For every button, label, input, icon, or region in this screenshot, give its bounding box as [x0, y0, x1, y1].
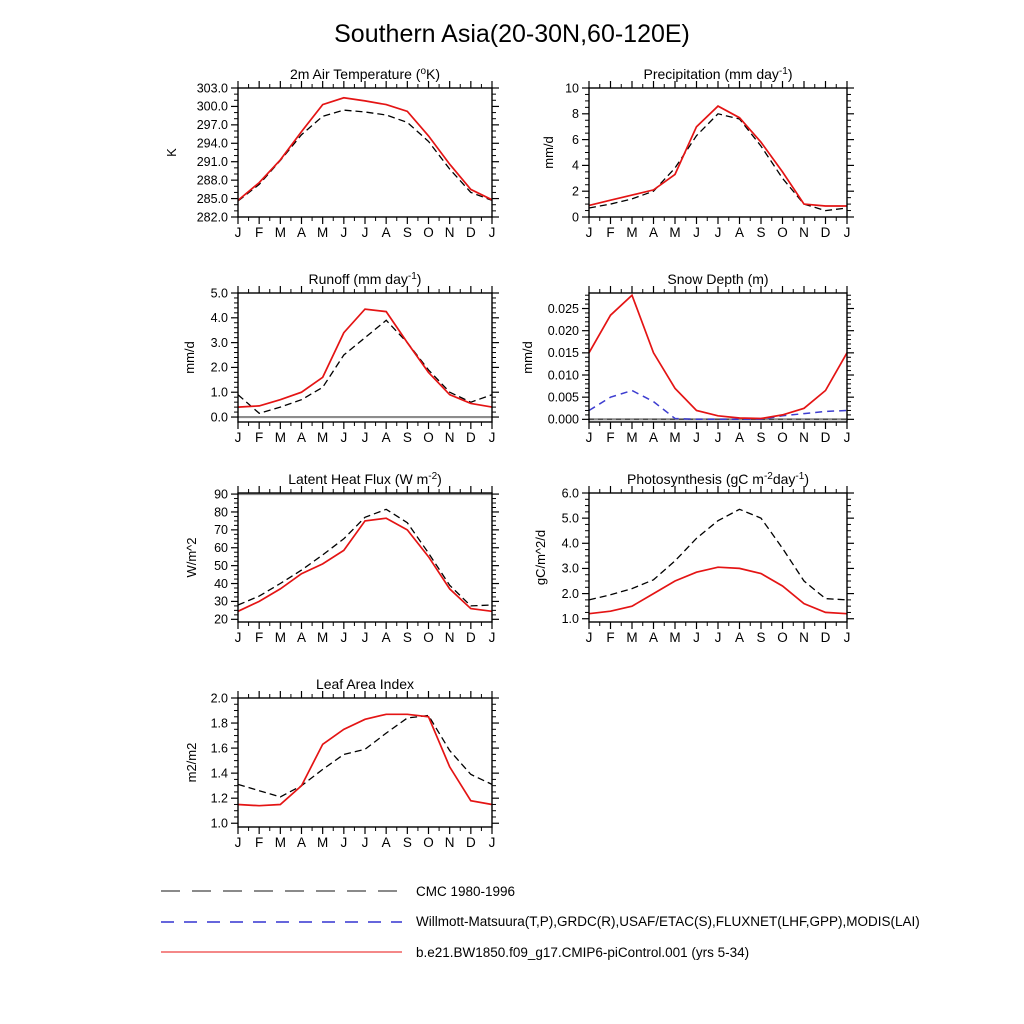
x-tick-label: D [820, 630, 831, 645]
y-tick-label: 291.0 [196, 155, 228, 170]
chart-title: Photosynthesis (gC $m^{-2}day^{-1}$) [626, 471, 810, 487]
x-tick-label: O [777, 225, 788, 240]
plot-frame [238, 698, 492, 827]
y-tick-label: 1.8 [210, 716, 228, 731]
chart-runoff [182, 271, 499, 445]
x-tick-label: M [317, 430, 329, 445]
legend-item-obs-composite [160, 907, 920, 938]
legend-label-obs-composite: Willmott-Matsuura(T,P),GRDC(R),USAF/ETAC(S),FLUXNET(LHF,GPP),MODIS(LAI) [416, 914, 920, 930]
x-tick-label: O [777, 430, 788, 445]
y-tick-label: 20 [214, 612, 228, 627]
y-tick-label: 8 [572, 107, 579, 122]
y-tick-label: 50 [214, 558, 228, 573]
x-tick-label: J [234, 225, 242, 240]
x-tick-label: M [274, 630, 286, 645]
y-tick-label: 2.0 [210, 360, 228, 375]
x-tick-label: J [488, 225, 496, 240]
x-tick-label: O [777, 630, 788, 645]
y-axis-unit-label: W/m^2 [184, 537, 199, 578]
y-tick-label: 0.0 [210, 410, 228, 425]
legend-line-sample-model [160, 946, 403, 958]
legend-label-cmc: CMC 1980-1996 [416, 883, 516, 899]
x-tick-label: A [381, 430, 391, 445]
x-tick-label: J [714, 630, 722, 645]
x-tick-label: J [361, 630, 369, 645]
y-tick-label: 6 [572, 132, 579, 147]
plot-frame [589, 88, 847, 217]
x-tick-label: D [465, 835, 476, 850]
x-tick-label: D [820, 225, 831, 240]
chart-air-temperature [164, 66, 499, 240]
y-tick-label: 1.0 [210, 385, 228, 400]
x-tick-label: N [444, 835, 455, 850]
x-tick-label: J [234, 430, 242, 445]
chart-precipitation [541, 66, 854, 240]
x-tick-label: M [669, 225, 681, 240]
x-tick-label: S [756, 630, 766, 645]
y-tick-label: 2 [572, 184, 579, 199]
x-tick-label: J [340, 430, 348, 445]
x-tick-label: M [626, 630, 638, 645]
x-tick-label: F [255, 630, 264, 645]
y-tick-label: 300.0 [196, 99, 228, 114]
y-tick-label: 5.0 [210, 286, 228, 301]
y-tick-label: 0.020 [547, 323, 579, 338]
x-tick-label: S [756, 430, 766, 445]
y-tick-label: 3.0 [561, 561, 579, 576]
leaf-area-index-series-obs [238, 716, 492, 797]
x-tick-label: A [296, 835, 307, 850]
x-tick-label: S [402, 630, 412, 645]
figure-title: Southern Asia(20-30N,60-120E) [334, 20, 690, 48]
x-tick-label: M [317, 835, 329, 850]
x-tick-label: S [402, 430, 412, 445]
chart-title: Latent Heat Flux (W $m^{-2}$) [288, 471, 442, 487]
plot-frame [589, 493, 847, 622]
legend [160, 876, 920, 968]
y-axis-unit-label: mm/d [182, 341, 197, 374]
chart-latent-heat-flux [184, 471, 499, 645]
runoff-series-model [238, 309, 492, 407]
latent-heat-flux-series-model [238, 518, 492, 611]
x-tick-label: J [693, 430, 700, 445]
x-tick-label: J [714, 430, 722, 445]
x-tick-label: S [402, 225, 412, 240]
y-tick-label: 294.0 [196, 136, 228, 151]
x-tick-label: N [444, 225, 455, 240]
photosynthesis-series-obs [589, 509, 847, 600]
x-tick-label: F [606, 225, 615, 240]
x-tick-label: J [585, 225, 593, 240]
legend-item-cmc [160, 876, 920, 907]
x-tick-label: O [423, 430, 434, 445]
y-tick-label: 0.015 [547, 346, 579, 361]
x-tick-label: F [255, 430, 264, 445]
y-tick-label: 0.025 [547, 301, 579, 316]
y-tick-label: 5.0 [561, 511, 579, 526]
y-tick-label: 6.0 [561, 486, 579, 501]
x-tick-label: A [296, 630, 307, 645]
y-tick-label: 4.0 [210, 311, 228, 326]
precipitation-series-model [589, 106, 847, 206]
chart-title: Leaf Area Index [315, 676, 415, 692]
x-tick-label: A [381, 225, 391, 240]
y-axis-unit-label: mm/d [541, 136, 556, 169]
x-tick-label: J [340, 630, 348, 645]
x-tick-label: A [381, 630, 391, 645]
y-tick-label: 40 [214, 576, 228, 591]
x-tick-label: A [734, 630, 745, 645]
x-tick-label: J [843, 630, 851, 645]
legend-line-sample-cmc [160, 885, 403, 897]
leaf-area-index-series-model [238, 714, 492, 805]
x-tick-label: J [693, 630, 700, 645]
plot-frame [238, 493, 492, 622]
chart-title: Snow Depth (m) [667, 271, 769, 287]
x-tick-label: F [255, 225, 264, 240]
y-tick-label: 2.0 [210, 691, 228, 706]
x-tick-label: J [234, 835, 242, 850]
y-tick-label: 80 [214, 505, 228, 520]
chart-title: Runoff (mm day$^{-1}$) [308, 271, 422, 287]
x-tick-label: A [734, 225, 745, 240]
y-tick-label: 297.0 [196, 118, 228, 133]
plot-frame [238, 88, 492, 217]
air-temperature-series-obs [238, 110, 492, 201]
x-tick-label: J [843, 225, 851, 240]
x-tick-label: J [488, 835, 496, 850]
y-tick-label: 303.0 [196, 81, 228, 96]
y-axis-unit-label: gC/m^2/d [533, 529, 548, 586]
chart-title: 2m Air Temperature ($^o$K) [289, 66, 441, 82]
x-tick-label: A [734, 430, 745, 445]
x-tick-label: M [669, 630, 681, 645]
x-tick-label: A [648, 430, 659, 445]
x-tick-label: J [361, 430, 369, 445]
chart-snow-depth [520, 271, 854, 445]
y-tick-label: 4 [572, 158, 579, 173]
y-tick-label: 4.0 [561, 536, 579, 551]
y-tick-label: 90 [214, 487, 228, 502]
runoff-series-obs [238, 320, 492, 413]
x-tick-label: D [465, 225, 476, 240]
y-tick-label: 1.0 [561, 612, 579, 627]
air-temperature-series-model [238, 98, 492, 201]
x-tick-label: O [423, 630, 434, 645]
x-tick-label: D [465, 630, 476, 645]
x-tick-label: M [274, 225, 286, 240]
y-tick-label: 285.0 [196, 191, 228, 206]
legend-item-model [160, 937, 920, 968]
x-tick-label: A [648, 225, 659, 240]
x-tick-label: F [606, 630, 615, 645]
x-tick-label: N [799, 430, 809, 445]
x-tick-label: D [820, 430, 831, 445]
y-tick-label: 30 [214, 594, 228, 609]
x-tick-label: A [296, 225, 307, 240]
chart-leaf-area-index [184, 676, 499, 850]
plot-frame [238, 293, 492, 422]
x-tick-label: O [423, 225, 434, 240]
y-tick-label: 10 [565, 81, 579, 96]
x-tick-label: J [488, 630, 496, 645]
x-tick-label: A [381, 835, 391, 850]
x-tick-label: J [693, 225, 700, 240]
y-tick-label: 0.005 [547, 390, 579, 405]
y-axis-unit-label: mm/d [520, 341, 535, 374]
y-tick-label: 70 [214, 523, 228, 538]
x-tick-label: N [799, 225, 809, 240]
y-tick-label: 288.0 [196, 173, 228, 188]
y-axis-unit-label: K [164, 148, 179, 157]
x-tick-label: A [648, 630, 659, 645]
y-axis-unit-label: m2/m2 [184, 742, 199, 783]
x-tick-label: J [843, 430, 851, 445]
y-tick-label: 60 [214, 541, 228, 556]
x-tick-label: N [799, 630, 809, 645]
x-tick-label: M [317, 225, 329, 240]
x-tick-label: S [756, 225, 766, 240]
x-tick-label: J [488, 430, 496, 445]
x-tick-label: M [274, 430, 286, 445]
x-tick-label: J [361, 225, 369, 240]
x-tick-label: J [714, 225, 722, 240]
y-tick-label: 0 [572, 210, 579, 225]
y-tick-label: 1.2 [210, 791, 228, 806]
x-tick-label: M [274, 835, 286, 850]
x-tick-label: J [361, 835, 369, 850]
x-tick-label: O [423, 835, 434, 850]
y-tick-label: 2.0 [561, 586, 579, 601]
x-tick-label: M [669, 430, 681, 445]
y-tick-label: 282.0 [196, 210, 228, 225]
x-tick-label: D [465, 430, 476, 445]
y-tick-label: 1.6 [210, 741, 228, 756]
y-tick-label: 1.4 [210, 766, 228, 781]
y-tick-label: 0.010 [547, 368, 579, 383]
x-tick-label: N [444, 430, 455, 445]
x-tick-label: M [317, 630, 329, 645]
x-tick-label: M [626, 225, 638, 240]
legend-label-model: b.e21.BW1850.f09_g17.CMIP6-piControl.001 (yrs 5-34) [416, 944, 750, 960]
x-tick-label: M [626, 430, 638, 445]
x-tick-label: S [402, 835, 412, 850]
y-tick-label: 3.0 [210, 335, 228, 350]
x-tick-label: J [585, 630, 593, 645]
x-tick-label: J [340, 835, 348, 850]
x-tick-label: F [606, 430, 615, 445]
x-tick-label: N [444, 630, 455, 645]
y-tick-label: 0.000 [547, 412, 579, 427]
x-tick-label: F [255, 835, 264, 850]
x-tick-label: J [340, 225, 348, 240]
plot-frame [589, 293, 847, 422]
snow-depth-series-model [589, 295, 847, 418]
chart-title: Precipitation (mm day$^{-1}$) [643, 66, 793, 82]
chart-photosynthesis [533, 471, 854, 645]
x-tick-label: J [234, 630, 242, 645]
x-tick-label: J [585, 430, 593, 445]
legend-line-sample-obs-composite [160, 916, 403, 928]
x-tick-label: A [296, 430, 307, 445]
y-tick-label: 1.0 [210, 816, 228, 831]
